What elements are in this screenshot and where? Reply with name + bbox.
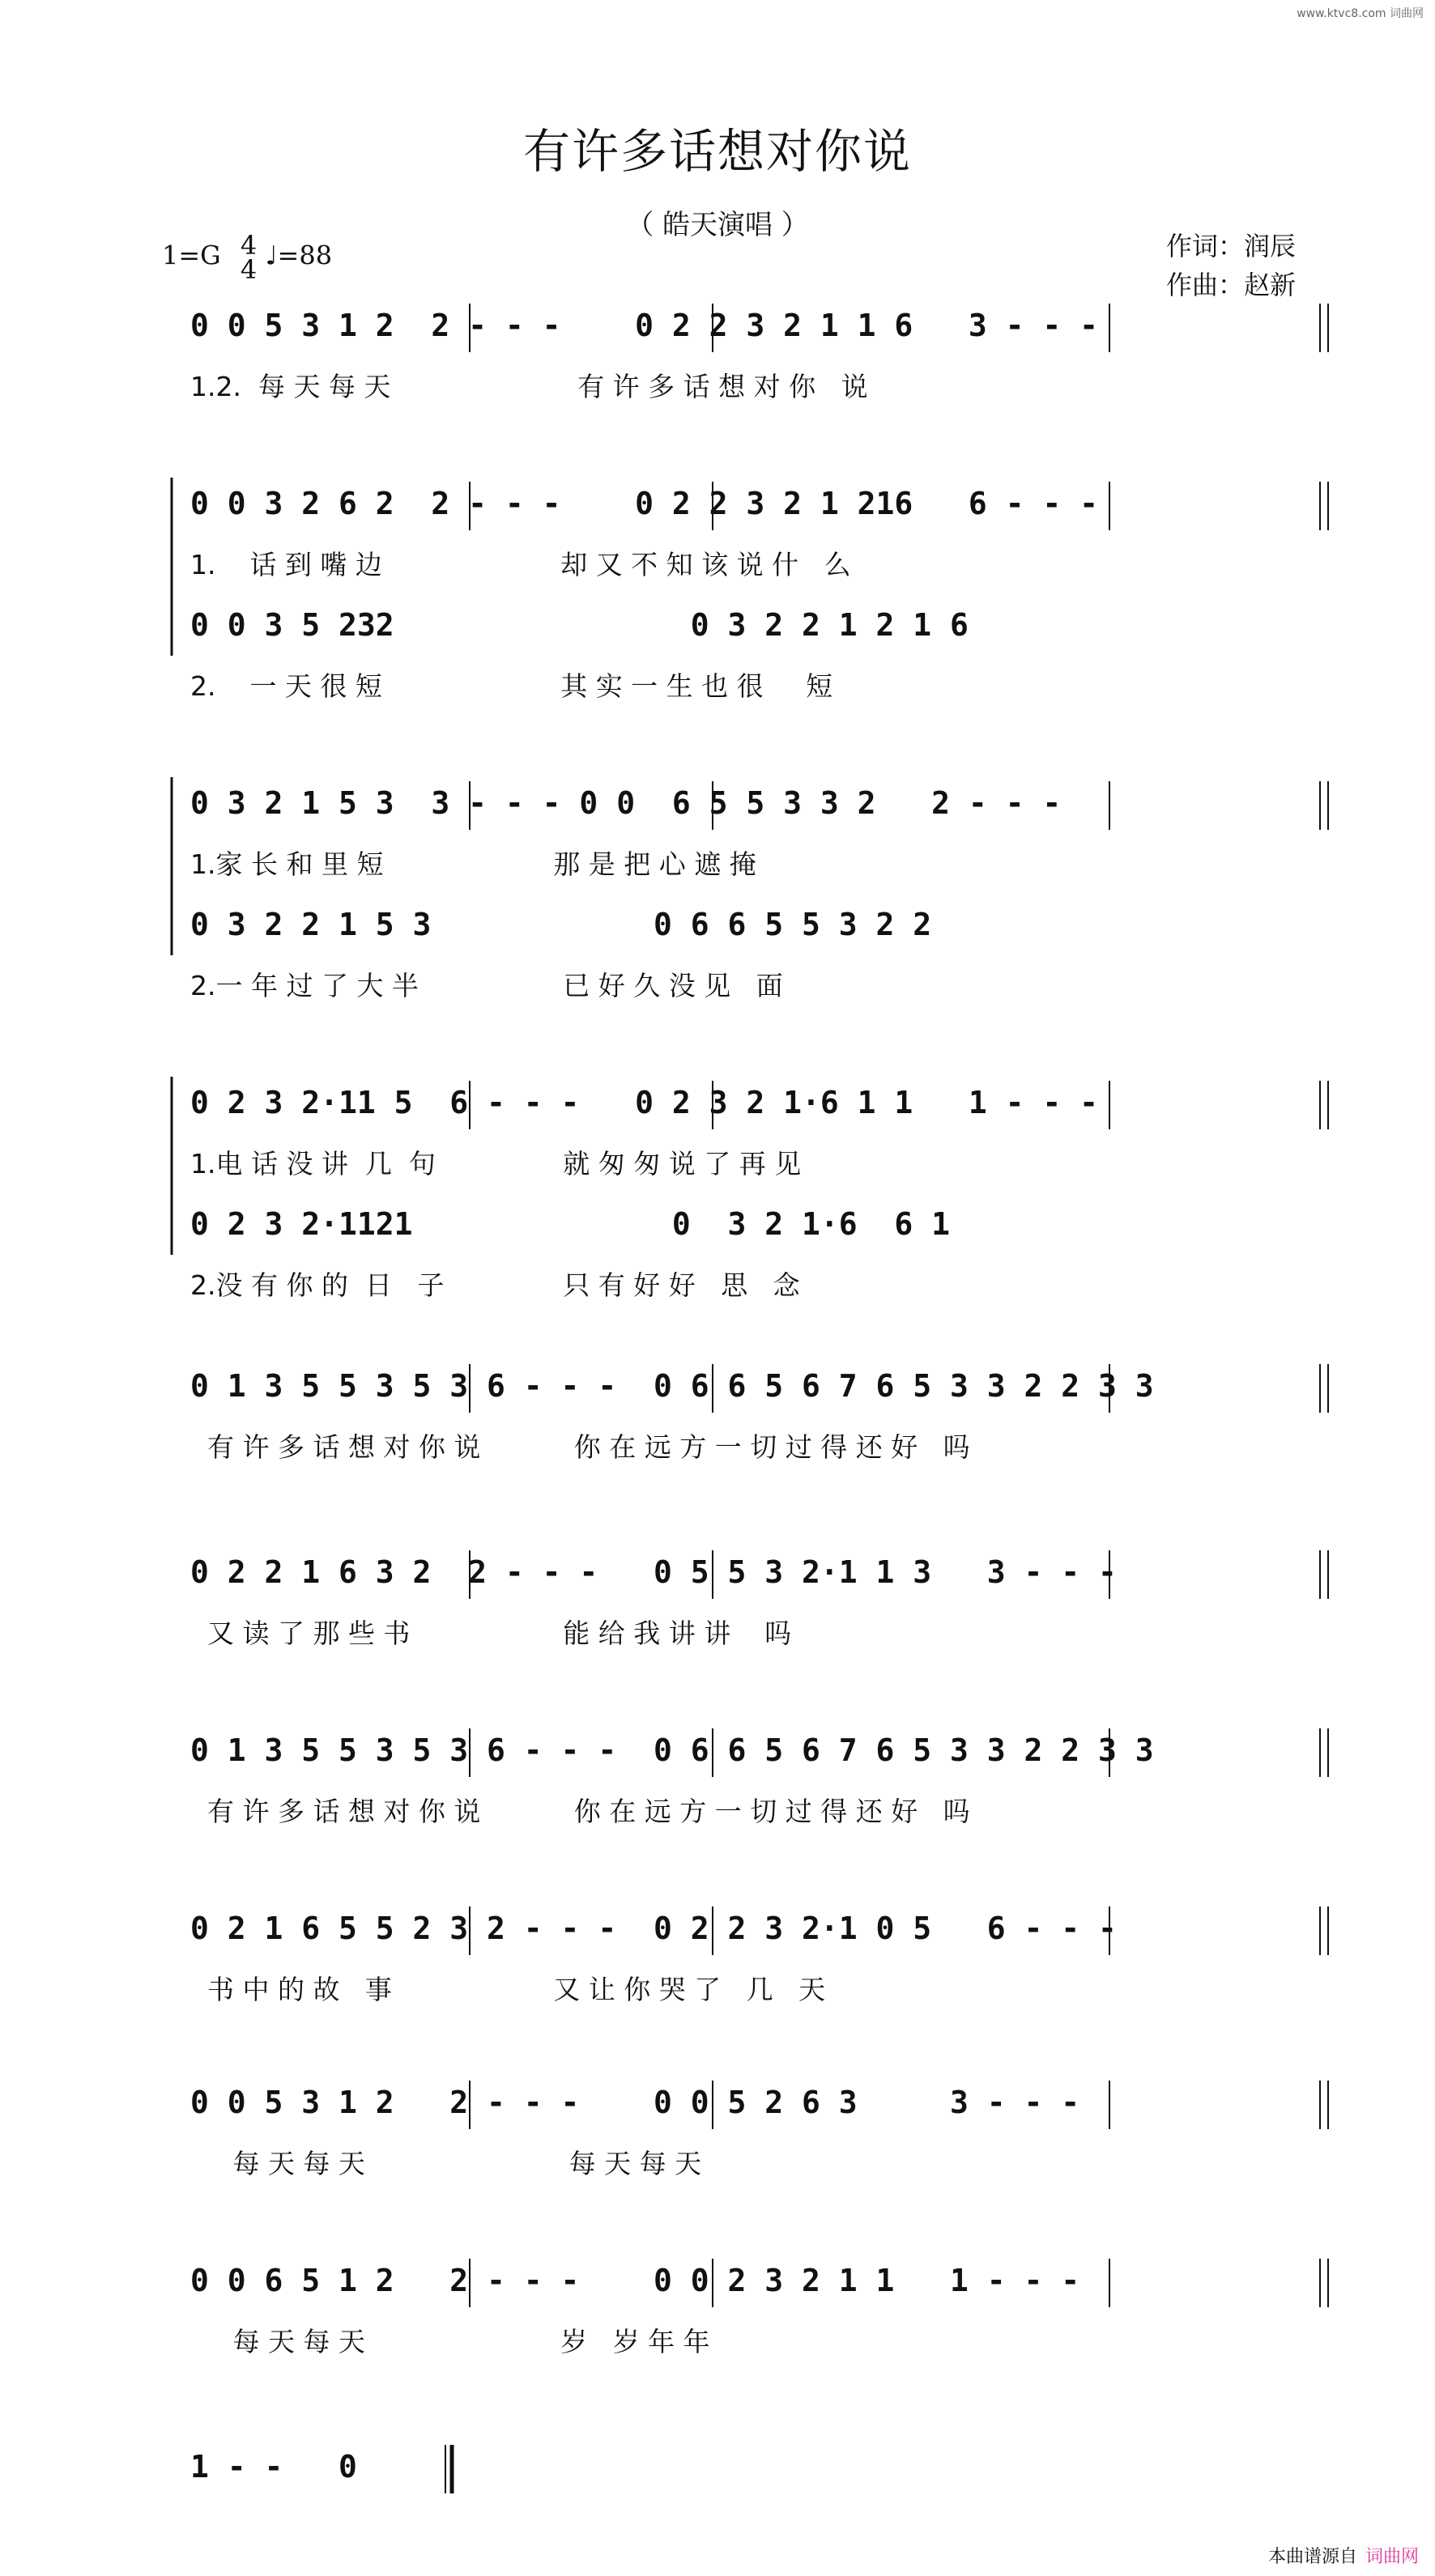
lyric-row: 书 中 的 故 事 又 让 你 哭 了 几 天	[190, 1974, 826, 2005]
lyric-row: 1.电 话 没 讲 几 句 就 匆 匆 说 了 再 见	[190, 1148, 802, 1180]
time-bottom: 4	[240, 254, 258, 285]
note-row: 0 0 5 3 1 2 2 - - - 0 2 2 3 2 1 1 6 3 - - -	[190, 308, 1099, 343]
lyric-row: 2. 一 天 很 短 其 实 一 生 也 很 短	[190, 670, 833, 702]
lyric-row: 1.家 长 和 里 短 那 是 把 心 遮 掩	[190, 848, 756, 880]
quarter-note-icon: ♩	[265, 240, 278, 271]
lyric-row: 又 读 了 那 些 书 能 给 我 讲 讲 吗	[190, 1617, 792, 1649]
note-row: 0 0 3 2 6 2 2 - - - 0 2 2 3 2 1 216 6 - - -	[190, 486, 1099, 521]
composer: 作曲：赵新	[1166, 270, 1297, 300]
time-top: 4	[240, 230, 258, 261]
note-row: 0 0 6 5 1 2 2 - - - 0 0 2 3 2 1 1 1 - - -	[190, 2263, 1080, 2298]
tempo: =88	[277, 240, 333, 271]
lyricist: 作词：润辰	[1166, 231, 1297, 261]
lyric-row: 1.2. 每 天 每 天 有 许 多 话 想 对 你 说	[190, 371, 868, 402]
note-row: 0 0 3 5 232 0 3 2 2 1 2 1 6	[190, 607, 969, 643]
key: 1=G	[162, 240, 221, 271]
lyric-row: 2.一 年 过 了 大 半 已 好 久 没 见 面	[190, 970, 783, 1001]
song-title: 有许多话想对你说	[522, 124, 912, 179]
watermark: www.ktvc8.com 词曲网	[1297, 7, 1424, 20]
note-row: 0 3 2 1 5 3 3 - - - 0 0 6 5 5 3 3 2 2 - - -	[190, 785, 1062, 821]
note-row: 0 2 2 1 6 3 2 2 - - - 0 5 5 3 2·1 1 3 3 - - -	[190, 1554, 1117, 1590]
song-subtitle: （ 皓天演唱 ）	[626, 209, 809, 241]
lyric-row: 每 天 每 天 每 天 每 天	[190, 2148, 702, 2179]
note-row: 0 0 5 3 1 2 2 - - - 0 0 5 2 6 3 3 - - -	[190, 2085, 1080, 2120]
footer	[1268, 2543, 1419, 2568]
note-row: 0 2 3 2·11 5 6 - - - 0 2 3 2 1·6 1 1 1 - - -	[190, 1085, 1099, 1120]
footer-source: 本曲谱源自	[1267, 2547, 1357, 2567]
lyric-row: 1. 话 到 嘴 边 却 又 不 知 该 说 什 么	[190, 549, 851, 580]
lyric-row: 2.没 有 你 的 日 子 只 有 好 好 思 念	[190, 1269, 800, 1301]
lyric-row: 每 天 每 天 岁 岁 年 年	[190, 2326, 710, 2357]
note-row: 0 1 3 5 5 3 5 3 6 - - - 0 6 6 5 6 7 6 5 3 3 2 2 3 3	[190, 1732, 1154, 1768]
footer-site: 词曲网	[1365, 2547, 1419, 2567]
note-row: 0 1 3 5 5 3 5 3 6 - - - 0 6 6 5 6 7 6 5 3 3 2 2 3 3	[190, 1368, 1154, 1404]
note-row: 1 - - 0	[190, 2449, 357, 2485]
note-row: 0 3 2 2 1 5 3 0 6 6 5 5 3 2 2	[190, 907, 932, 942]
note-row: 0 2 3 2·1121 0 3 2 1·6 6 1	[190, 1206, 950, 1242]
lyric-row: 有 许 多 话 想 对 你 说 你 在 远 方 一 切 过 得 还 好 吗	[190, 1796, 970, 1827]
lyric-row: 有 许 多 话 想 对 你 说 你 在 远 方 一 切 过 得 还 好 吗	[190, 1431, 970, 1463]
note-row: 0 2 1 6 5 5 2 3 2 - - - 0 2 2 3 2·1 0 5 6 - - -	[190, 1911, 1117, 1946]
